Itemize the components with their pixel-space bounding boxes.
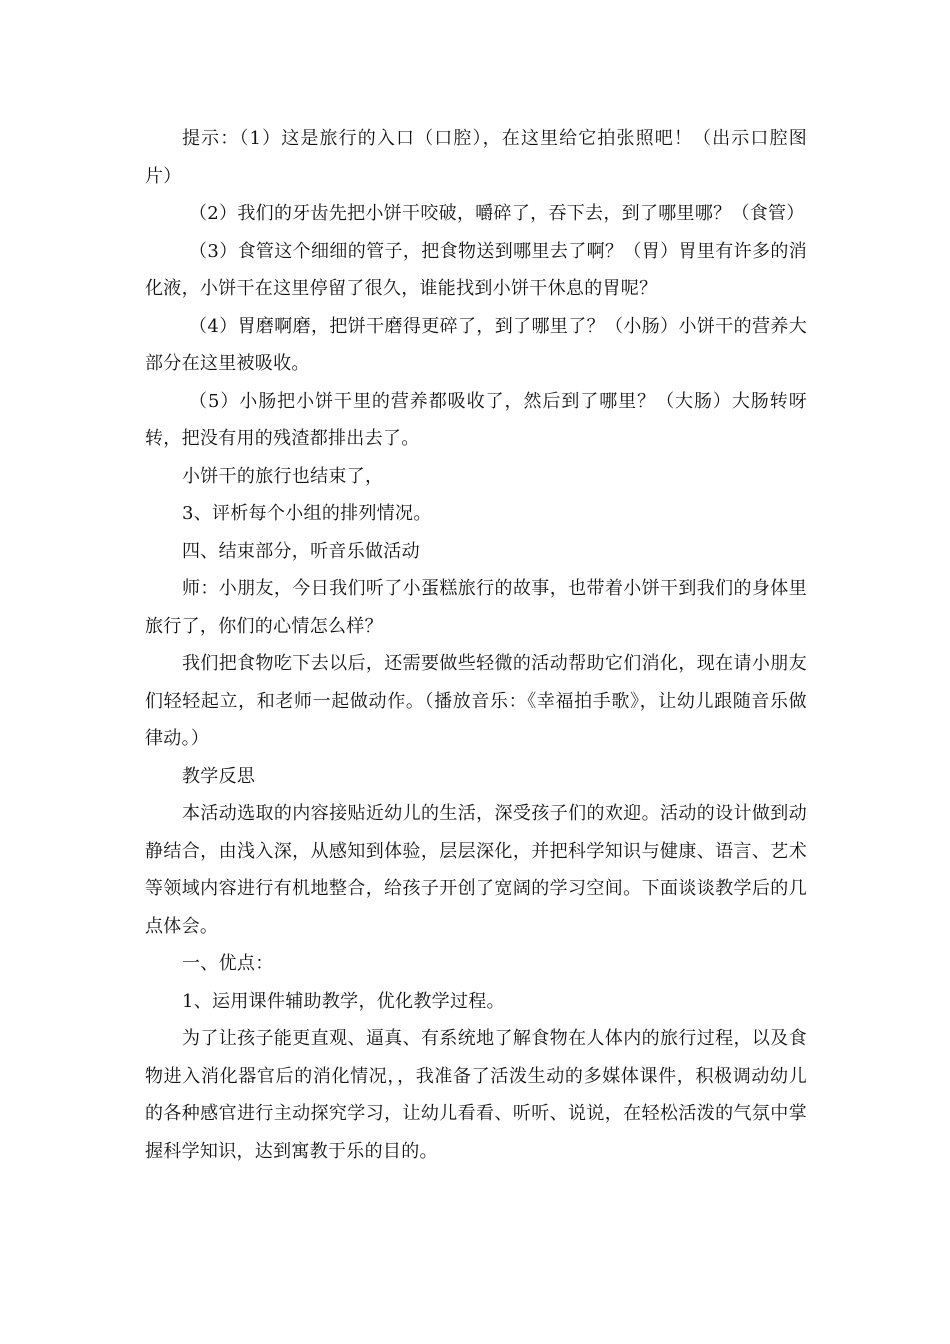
paragraph-hint-3: （3）食管这个细细的管子，把食物送到哪里去了啊？（胃）胃里有许多的消化液，小饼干在这里停留了很久，谁能找到小饼干休息的胃呢？ bbox=[145, 240, 807, 299]
paragraph-teacher: 师：小朋友，今日我们听了小蛋糕旅行的故事，也带着小饼干到我们的身体里旅行了，你们的心情怎么样？ bbox=[145, 578, 807, 637]
paragraph-point-1: 1、运用课件辅助教学，优化教学过程。 bbox=[182, 990, 505, 1012]
section-heading-strengths: 一、优点： bbox=[182, 953, 274, 974]
paragraph-activity: 我们把食物吃下去以后，还需要做些轻微的活动帮助它们消化，现在请小朋友们轻轻起立，和老师一起做动作。（播放音乐：《幸福拍手歌》，让幼儿跟随音乐做律动。） bbox=[145, 653, 807, 749]
paragraph-hint-4: （4）胃磨啊磨，把饼干磨得更碎了，到了哪里了？（小肠）小饼干的营养大部分在这里被吸收。 bbox=[145, 315, 807, 374]
paragraph-reflection: 本活动选取的内容接贴近幼儿的生活，深受孩子们的欢迎。活动的设计做到动静结合，由浅入深，从感知到体验，层层深化，并把科学知识与健康、语言、艺术等领域内容进行有机地整合，给孩子开创了宽阔的学习空间。下面谈谈教学后的几点体会。 bbox=[145, 803, 807, 937]
paragraph-journey-end: 小饼干的旅行也结束了， bbox=[182, 465, 384, 487]
document-body bbox=[145, 120, 807, 1170]
paragraph-hint-2: （2）我们的牙齿先把小饼干咬破，嚼碎了，吞下去，到了哪里哪？（食管） bbox=[189, 203, 805, 224]
paragraph-hint-5: （5）小肠把小饼干里的营养都吸收了，然后到了哪里？（大肠）大肠转呀转，把没有用的残渣都排出去了。 bbox=[145, 390, 807, 449]
section-heading-reflection: 教学反思 bbox=[182, 765, 256, 787]
section-heading-ending: 四、结束部分，听音乐做活动 bbox=[182, 540, 420, 562]
paragraph-multimedia: 为了让孩子能更直观、逼真、有系统地了解食物在人体内的旅行过程，以及食物进入消化器官后的消化情况，，我准备了活泼生动的多媒体课件，积极调动幼儿的各种感官进行主动探究学习，让幼儿看看、听听、说说，在轻松活泼的气氛中掌握科学知识，达到寓教于乐的目的。 bbox=[145, 1028, 807, 1162]
paragraph-hint-1: 提示：（1）这是旅行的入口（口腔），在这里给它拍张照吧！（出示口腔图片） bbox=[145, 128, 807, 187]
paragraph-step-3: 3、评析每个小组的排列情况。 bbox=[182, 503, 432, 524]
